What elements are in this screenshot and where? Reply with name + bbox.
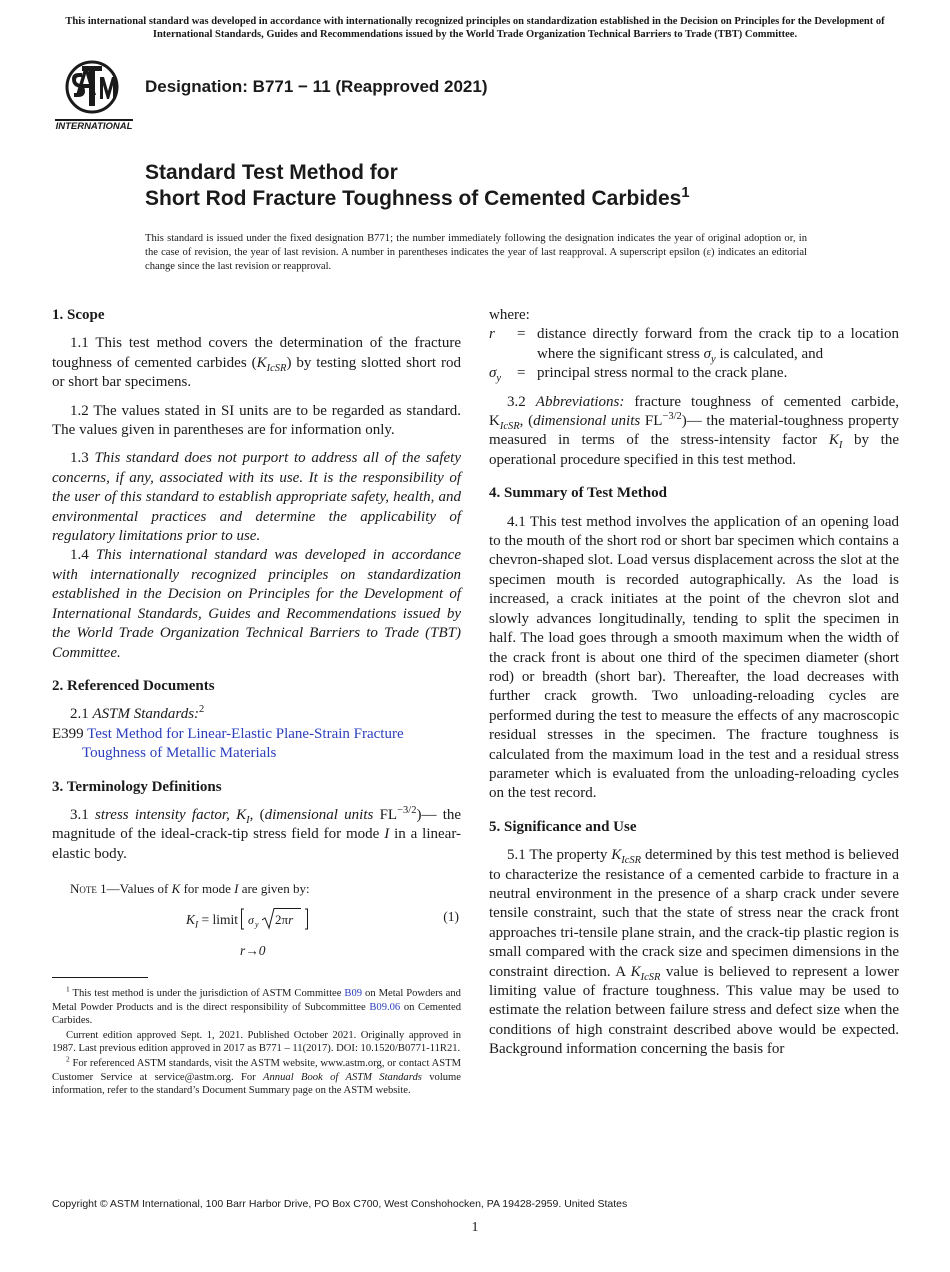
designation: Designation: B771 − 11 (Reapproved 2021) (145, 77, 488, 96)
footnote-divider (52, 977, 148, 978)
section-2-heading: 2. Referenced Documents (52, 677, 215, 694)
astm-logo-icon (52, 57, 136, 131)
top-notice: This international standard was developed in accordance with internationally recognized principles on standardization established in the Decision on Principles for the Development of International Standards, Guides and Recommendations issued by the World Trade Organization Technical Barriers to Trade (TBT) Committee. (65, 16, 885, 40)
title-footnote-mark: 1 (681, 185, 690, 201)
title-line-1: Standard Test Method for (145, 161, 398, 184)
para-3-1: 3.1 stress intensity factor, $K_I$, (dimensional units $FL^{-3/2})—$ the magnitude of the ideal-crack-tip stress field for mode I in a linear-elastic body. (52, 804, 462, 862)
para-1-1: 1.1 This test method covers the determination of the fracture toughness of cemented carbides $(K_{IcSR})$ by testing slotted short rod or short bar specimens. (52, 335, 461, 391)
section-4-heading: 4. Summary of Test Method (489, 485, 667, 502)
para-2-1: 2.1 ASTM Standards:$^2$ (70, 704, 205, 723)
right-column (489, 306, 899, 1060)
para-1-3: 1.3 This standard does not purport to address all of the safety concerns, if any, associated with its use. It is the responsibility of the user of this standard to establish appropriate safety, health, and environmental practices and determine the applicability of regulatory limitations prior to use. (52, 450, 462, 545)
para-3-2: 3.2 Abbreviations: fracture toughness of cemented carbide, $K_{IcSR}$, (dimensional units $FL^{-3/2})—$ the material-toughness property measured in terms of the stress-intensity factor $K_I$ by the operational procedure specified in this test method. (489, 393, 899, 468)
para-1-4: 1.4 This international standard was developed in accordance with internationally recognized principles on standardization established in the Decision on Principles for the Development of International Standards, Guides and Recommendations issued by the World Trade Organization Technical Barriers to Trade (TBT) Committee. (52, 547, 462, 661)
e399-link[interactable]: Test Method for Linear-Elastic Plane-Strain Fracture Toughness of Metallic Materials (82, 725, 404, 762)
page-number: 1 (471, 1220, 479, 1235)
svg-text:y: y (255, 919, 259, 929)
footnotes (52, 984, 461, 1099)
para-1-2: 1.2 The values stated in SI units are to be regarded as standard. The values given in parentheses are for information only. (52, 402, 461, 439)
b0906-link[interactable]: B09.06 (369, 1001, 401, 1013)
footnote-2: $^2$ For referenced ASTM standards, visit the ASTM website, www.astm.org, or contact ASTM Customer Service at service@astm.org. For Annual Book of ASTM Standards volume information, refer to the standard’s Document Summary page on the ASTM website. (52, 1054, 461, 1097)
definition-r: r = distance directly forward from the crack tip to a location where the significant stress $\sigma_y$ is calculated, and (489, 326, 899, 365)
note-1: Note 1—Values of K for mode I are given by: (70, 881, 310, 897)
title-line-2: Short Rod Fracture Toughness of Cemented Carbides (145, 187, 682, 210)
document-title (145, 160, 690, 212)
issuance-note: This standard is issued under the fixed designation B771; the number immediately following the designation indicates the year of original adoption or, in the case of revision, the year of last revision. A number in parentheses indicates the year of last reapproval. A superscript epsilon (ε) indicates an editorial change since the last revision or reapproval. (145, 233, 807, 272)
left-column (52, 306, 461, 959)
para-4-1: 4.1 This test method involves the application of an opening load to the mouth of the short rod or short bar specimen which contains a chevron-shaped slot. Load versus displacement across the slot at the specimen mouth is recorded autographically. As the load is increased, a crack initiates at the point of the chevron slot and slowly advances longitudinally, tending to split the specimen in half. The load goes through a smooth maximum when the width of the crack front is about one third of the specimen diameter (short rod) or breadth (short bar). Thereafter, the load decreases with further crack growth. Two unloading-reloading cycles are performed during the test to measure the effects of any macroscopic residual stresses in the specimen. The fracture toughness is calculated from the maximum load in the test and a residual stress parameter which is evaluated from the unloading-reloading cycles on the test record. (489, 513, 899, 802)
astm-logo (52, 57, 136, 131)
svg-text:2πr: 2πr (275, 911, 294, 927)
section-1-heading: 1. Scope (52, 307, 105, 323)
copyright-notice: Copyright © ASTM International, 100 Barr Harbor Drive, PO Box C700, West Conshohocken, PA 19428-2959. United States (52, 1198, 628, 1210)
sqrt-expression (241, 907, 309, 931)
equation-number: (1) (443, 908, 459, 924)
logo-wordmark: INTERNATIONAL (55, 121, 133, 131)
equation-1: $K_I$ = limit σ y 2πr (1) r→0 (52, 899, 461, 959)
b09-link[interactable]: B09 (344, 988, 363, 999)
section-5-heading: 5. Significance and Use (489, 818, 637, 835)
svg-text:σ: σ (248, 912, 255, 927)
footnote-edition: Current edition approved Sept. 1, 2021. Published October 2021. Originally approved in 1987. Last previous edition approved in 2017 as B771 – 11(2017). DOI: 10.1520/B0771-11R21. (52, 1029, 461, 1055)
where-label: where: (489, 307, 530, 323)
limit-subscript: r→0 (240, 942, 266, 958)
section-3-heading: 3. Terminology Definitions (52, 778, 222, 795)
para-5-1: 5.1 The property $K_{IcSR}$ determined by this test method is believed to characterize the resistance of a cemented carbide to fracture in a neutral environment in the presence of a sharp crack under severe tensile constraint, such that the state of stress near the crack front approaches tri-tensile plane strain, and the crack-tip plastic region is small compared with the crack size and specimen dimensions in the constraint direction. A $K_{IcSR}$ value is believed to represent a lower limiting value of fracture toughness. This value may be used to estimate the relation between failure stress and defect size when the conditions of high constraint described above would be expected. Background information concerning the basis for (489, 847, 900, 1058)
reference-e399: E399 Test Method for Linear-Elastic Plane-Strain Fracture Toughness of Metallic Materials (52, 725, 404, 762)
footnote-1: $^1$ This test method is under the jurisdiction of ASTM Committee B09 on Metal Powders and Metal Powder Products and is the direct responsibility of Subcommittee B09.06 on Cemented Carbides. (52, 984, 461, 1027)
definition-sigma: $\sigma_y$ = principal stress normal to the crack plane. (489, 365, 788, 385)
